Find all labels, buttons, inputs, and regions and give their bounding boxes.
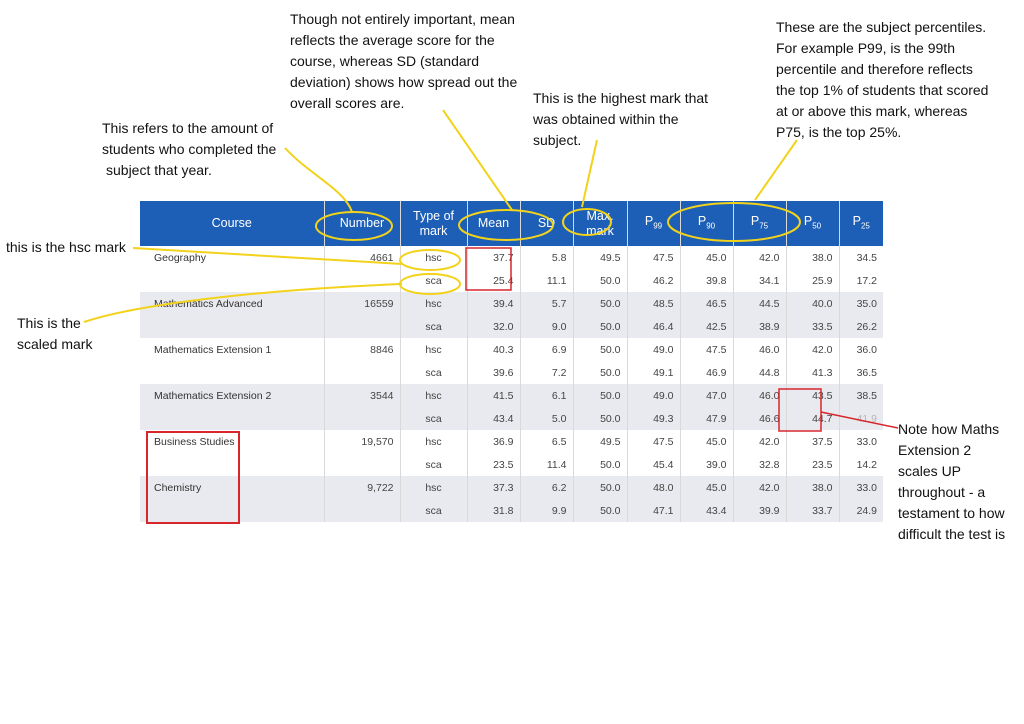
p25-cell: 26.2 [839,315,883,338]
mean-cell: 40.3 [467,338,520,361]
type-cell: sca [400,361,467,384]
sd-cell: 9.0 [520,315,573,338]
course-name: Mathematics Extension 1 [140,338,324,384]
p50-cell: 33.7 [786,499,839,522]
hsc-mark-note: this is the hsc mark [6,239,126,255]
sd-cell: 11.4 [520,453,573,476]
header-number: Number [324,201,400,246]
p99-cell: 47.5 [627,430,680,453]
header-p50: $P_{50}$ [786,201,839,246]
p50-cell: 38.0 [786,246,839,269]
sd-cell: 11.1 [520,269,573,292]
p75-cell: 42.0 [733,430,786,453]
max-cell: 50.0 [573,292,627,315]
max-cell: 50.0 [573,338,627,361]
sd-cell: 6.2 [520,476,573,499]
p99-cell: 49.0 [627,338,680,361]
percentiles-note: These are the subject percentiles. For example P99, is the 99th percentile and therefore reflects the top 1% of students that scored at or above this mark, whereas P75, is the top 25%. [776,19,989,140]
p99-cell: 46.4 [627,315,680,338]
max-cell: 50.0 [573,453,627,476]
p90-cell: 43.4 [680,499,733,522]
ext2-note: Note how Maths Extension 2 scales UP throughout - a testament to how difficult the test is [898,421,1006,542]
number-note: This refers to the amount of students who completed the subject that year. [102,120,277,178]
p75-cell: 32.8 [733,453,786,476]
p25-cell: 35.0 [839,292,883,315]
p99-cell: 45.4 [627,453,680,476]
mean-sd-connector [443,110,512,210]
mean-cell: 39.6 [467,361,520,384]
course-name: Business Studies [140,430,324,476]
p90-cell: 45.0 [680,430,733,453]
sd-cell: 7.2 [520,361,573,384]
header-type: Type of mark [400,201,467,246]
p99-cell: 49.1 [627,361,680,384]
table-body [140,246,883,522]
p99-cell: 46.2 [627,269,680,292]
p25-cell: 38.5 [839,384,883,407]
header-p90: $P_{90}$ [680,201,733,246]
course-number: 16559 [324,292,400,338]
max-cell: 50.0 [573,499,627,522]
p50-cell: 42.0 [786,338,839,361]
p50-cell: 40.0 [786,292,839,315]
scaled-mark-note: This is the scaled mark [17,315,93,352]
p50-cell: 25.9 [786,269,839,292]
p75-cell: 42.0 [733,476,786,499]
mean-cell: 39.4 [467,292,520,315]
p25-cell: 14.2 [856,458,877,471]
p99-cell: 49.3 [627,407,680,430]
percentile-connector [755,140,797,200]
sd-cell: 5.8 [520,246,573,269]
p25-cell: 24.9 [839,499,883,522]
p90-cell: 42.5 [680,315,733,338]
header-p99: $P_{99}$ [627,201,680,246]
p25-cell: 34.5 [856,251,877,264]
mean-cell: 37.7 [467,246,520,269]
p50-cell: 44.7 [786,407,839,430]
p50-cell: 33.5 [786,315,839,338]
header-sd: SD [520,201,573,246]
p75-cell: 46.0 [733,384,786,407]
max-cell: 50.0 [573,407,627,430]
type-cell: sca [400,407,467,430]
sd-cell: 6.9 [520,338,573,361]
max-cell: 50.0 [573,269,627,292]
mean-cell: 23.5 [467,453,520,476]
table-row [140,246,883,269]
p75-cell: 38.9 [733,315,786,338]
p99-cell: 48.5 [627,292,680,315]
p75-cell: 46.0 [733,338,786,361]
course-number: 9,722 [324,476,400,522]
p99-cell: 47.5 [627,246,680,269]
type-cell: hsc [400,476,467,499]
p99-cell: 49.0 [627,384,680,407]
p90-cell: 39.8 [680,269,733,292]
p50-cell: 41.3 [786,361,839,384]
p90-cell: 45.0 [680,476,733,499]
p25-cell: 17.2 [856,274,877,287]
p75-cell: 44.8 [733,361,786,384]
p75-cell: 39.9 [733,499,786,522]
header-p75: $P_{75}$ [733,201,786,246]
type-cell: sca [400,269,467,292]
p25-cell: 36.0 [856,343,877,356]
type-cell: hsc [400,246,467,269]
type-cell: hsc [400,292,467,315]
type-cell: sca [400,315,467,338]
p25-cell: 41.9 [839,407,883,430]
p75-cell: 44.5 [733,292,786,315]
table-row [140,384,883,407]
type-cell: hsc [400,384,467,407]
sd-cell: 5.0 [520,407,573,430]
p75-cell: 46.6 [733,407,786,430]
max-cell: 50.0 [573,315,627,338]
p50-cell: 23.5 [786,453,839,476]
mean-cell: 41.5 [467,384,520,407]
max-cell: 49.5 [573,430,627,453]
type-cell: sca [400,453,467,476]
mean-cell: 37.3 [467,476,520,499]
p25-cell: 33.0 [856,435,877,448]
p90-cell: 47.0 [680,384,733,407]
mean-cell: 32.0 [467,315,520,338]
table-row [140,338,883,361]
course-name: Chemistry [140,476,324,522]
sd-cell: 5.7 [520,292,573,315]
p75-cell: 42.0 [733,246,786,269]
course-number: 4661 [324,246,400,292]
course-name: Geography [140,246,324,292]
table-row [140,476,883,499]
mean-cell: 43.4 [467,407,520,430]
sd-cell: 9.9 [520,499,573,522]
header-p25: $P_{25}$ [839,201,883,246]
p90-cell: 45.0 [680,246,733,269]
max-mark-note: This is the highest mark that was obtained within the subject. [533,90,709,148]
course-number: 3544 [324,384,400,430]
mean-cell: 31.8 [467,499,520,522]
max-cell: 49.5 [573,246,627,269]
max-cell: 50.0 [573,361,627,384]
sd-cell: 6.5 [520,430,573,453]
type-cell: sca [400,499,467,522]
p50-cell: 37.5 [786,430,839,453]
header-max: Max. mark [573,201,627,246]
max-cell: 50.0 [573,384,627,407]
p50-cell: 38.0 [786,476,839,499]
p90-cell: 47.9 [680,407,733,430]
max-cell: 50.0 [573,476,627,499]
mean-sd-note: Though not entirely important, mean reflects the average score for the course, whereas SD (standard deviation) shows how spread out the overall scores are. [290,11,518,111]
header-course: Course [140,201,324,246]
p99-cell: 47.1 [627,499,680,522]
table-row [140,292,883,315]
p90-cell: 46.5 [680,292,733,315]
type-cell: hsc [400,430,467,453]
mean-cell: 36.9 [467,430,520,453]
sd-cell: 6.1 [520,384,573,407]
header-row [140,201,883,246]
course-number: 8846 [324,338,400,384]
p90-cell: 46.9 [680,361,733,384]
mean-cell: 25.4 [467,269,520,292]
p50-cell: 43.5 [786,384,839,407]
course-name: Mathematics Advanced [140,292,324,338]
table-row [140,430,883,453]
p90-cell: 39.0 [680,453,733,476]
p90-cell: 47.5 [680,338,733,361]
scaling-table [140,201,883,522]
p25-cell: 33.0 [839,476,883,499]
course-name: Mathematics Extension 2 [140,384,324,430]
p99-cell: 48.0 [627,476,680,499]
type-cell: hsc [400,338,467,361]
course-number: 19,570 [324,430,400,476]
p75-cell: 34.1 [733,269,786,292]
header-mean: Mean [467,201,520,246]
p25-cell: 36.5 [856,366,877,379]
